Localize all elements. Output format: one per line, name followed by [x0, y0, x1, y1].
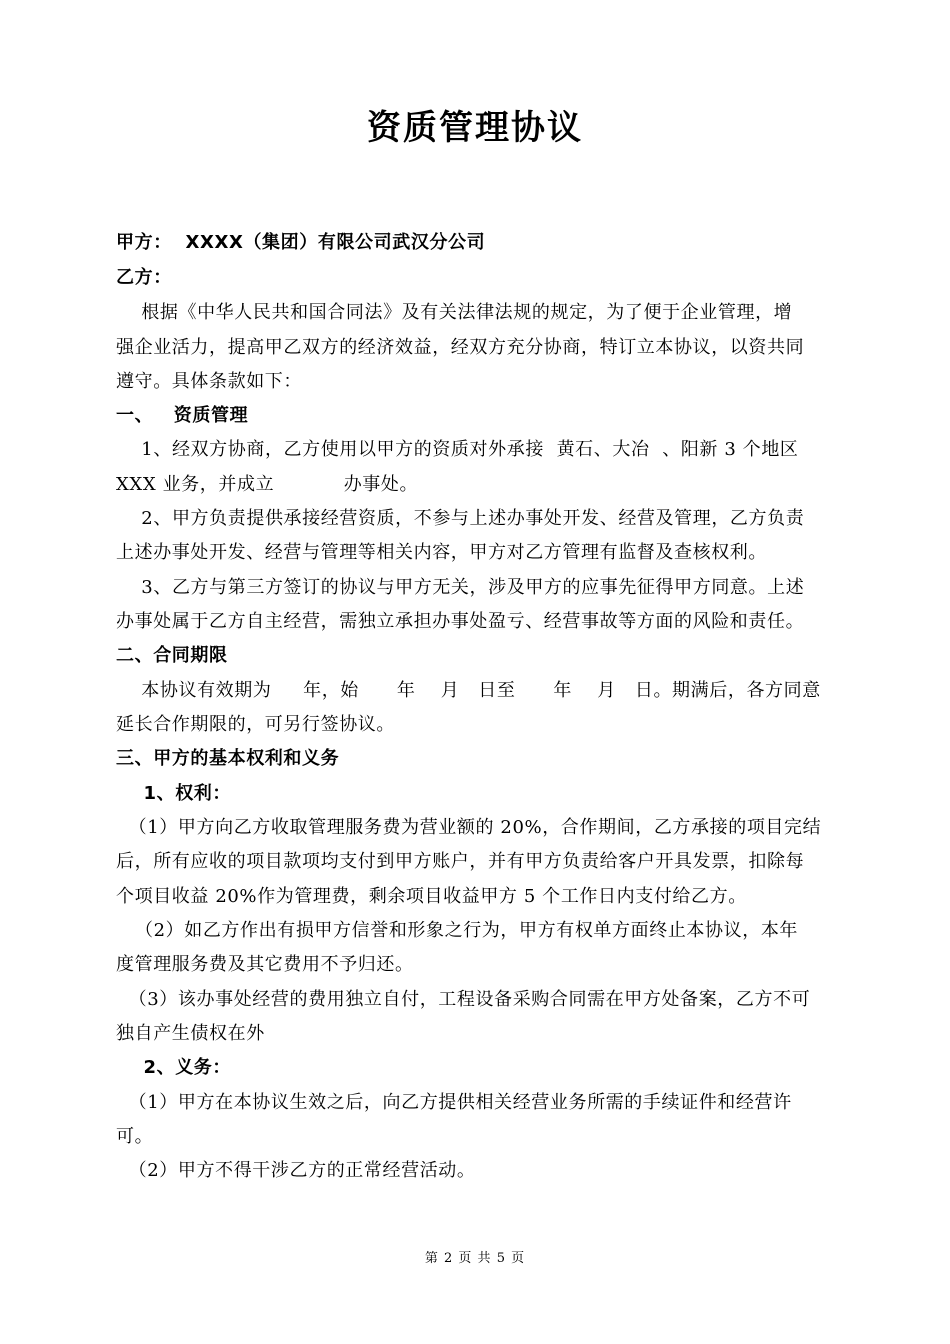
paragraph-line: 上述办事处开发、经营与管理等相关内容，甲方对乙方管理有监督及查核权利。	[116, 542, 767, 563]
paragraph-line: 延长合作期限的，可另行签协议。	[116, 714, 395, 735]
paragraph-line: （1）甲方在本协议生效之后，向乙方提供相关经营业务所需的手续证件和经营许	[116, 1092, 792, 1113]
paragraph-line: 强企业活力，提高甲乙双方的经济效益，经双方充分协商，特订立本协议，以资共同	[116, 337, 805, 358]
paragraph-line: 个项目收益 20%作为管理费，剩余项目收益甲方 5 个工作日内支付给乙方。	[116, 886, 747, 907]
paragraph-line: 遵守。具体条款如下：	[116, 371, 302, 392]
paragraph-line: 可。	[116, 1126, 154, 1147]
section-heading: 三、甲方的基本权利和义务	[116, 748, 340, 769]
paragraph-line: 2、甲方负责提供承接经营资质，不参与上述办事处开发、经营及管理，乙方负责	[116, 508, 805, 529]
paragraph-line: 度管理服务费及其它费用不予归还。	[116, 954, 414, 975]
section-heading: 二、合同期限	[116, 645, 228, 666]
party-b-line: 乙方：	[116, 267, 172, 288]
paragraph-line: 3、乙方与第三方签订的协议与甲方无关，涉及甲方的应事先征得甲方同意。上述	[116, 577, 805, 598]
paragraph-line: 根据《中华人民共和国合同法》及有关法律法规的规定，为了便于企业管理，增	[116, 302, 793, 323]
paragraph-line: （2）甲方不得干涉乙方的正常经营活动。	[116, 1160, 476, 1181]
paragraph-line: 办事处属于乙方自主经营，需独立承担办事处盈亏、经营事故等方面的风险和责任。	[116, 611, 805, 632]
document-title: 资质管理协议	[367, 108, 583, 148]
paragraph-line: 1、经双方协商，乙方使用以甲方的资质对外承接 黄石、大冶 、阳新 3 个地区	[116, 439, 799, 460]
section-heading: 一、 资质管理	[116, 405, 249, 426]
page-footer: 第 2 页 共 5 页	[424, 1251, 526, 1266]
paragraph-line: 本协议有效期为 年，始 年 月 日至 年 月 日。期满后，各方同意	[116, 680, 821, 701]
paragraph-line: （1）甲方向乙方收取管理服务费为营业额的 20%，合作期间，乙方承接的项目完结	[116, 817, 822, 838]
paragraph-line: （3）该办事处经营的费用独立自付，工程设备采购合同需在甲方处备案，乙方不可	[116, 989, 811, 1010]
subsection-heading: 2、义务：	[116, 1057, 231, 1078]
paragraph-line: 后，所有应收的项目款项均支付到甲方账户，并有甲方负责给客户开具发票，扣除每	[116, 851, 805, 872]
paragraph-line: 独自产生债权在外	[116, 1023, 265, 1044]
party-a-line: 甲方： XXXX（集团）有限公司武汉分公司	[116, 232, 486, 253]
subsection-heading: 1、权利：	[116, 783, 231, 804]
paragraph-line: XXX 业务，并成立 办事处。	[116, 474, 419, 495]
paragraph-line: （2）如乙方作出有损甲方信誉和形象之行为，甲方有权单方面终止本协议，本年	[116, 920, 799, 941]
